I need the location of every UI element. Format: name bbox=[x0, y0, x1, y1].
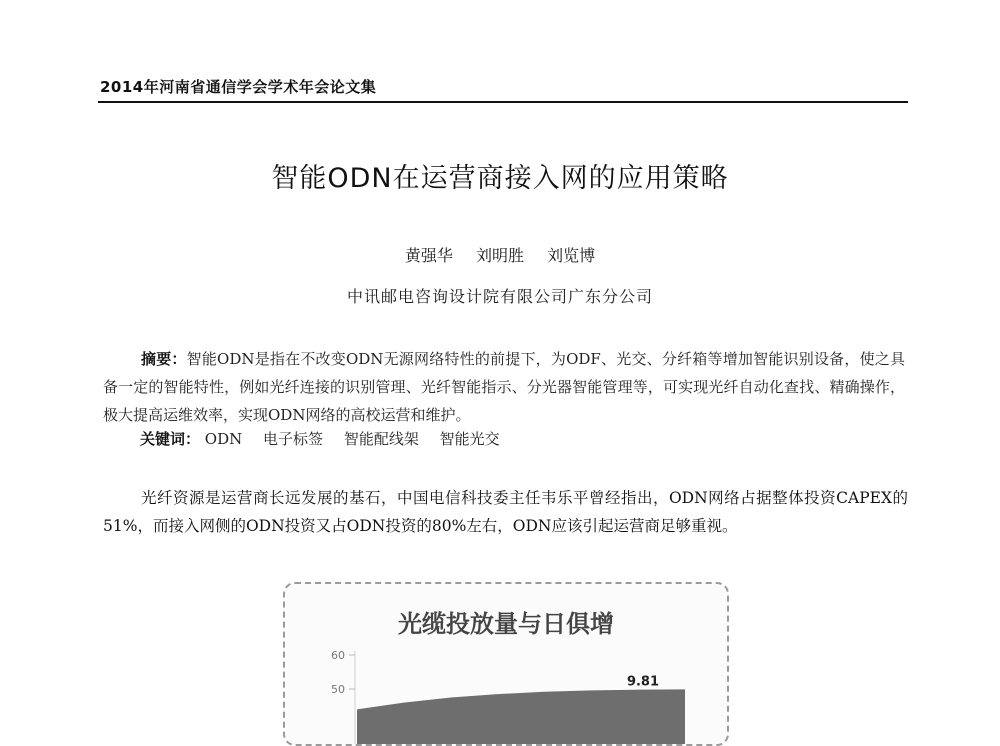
keyword: 智能配线架 bbox=[343, 430, 419, 448]
y-tick-label: 60 bbox=[331, 649, 345, 662]
abstract-text: 智能ODN是指在不改变ODN无源网络特性的前提下，为ODF、光交、分纤箱等增加智能识别设备，使之具备一定的智能特性，例如光纤连接的识别管理、光纤智能指示、分光器智能管理等，可实现光纤自动化查找、精确操作，极大提高运维效率，实现ODN网络的高校运营和维护。 bbox=[103, 350, 905, 424]
author-list bbox=[0, 243, 1000, 266]
body-paragraph: 光纤资源是运营商长远发展的基石，中国电信科技委主任韦乐平曾经指出，ODN网络占据整体投资CAPEX的51%，而接入网侧的ODN投资又占ODN投资的80%左右，ODN应该引起运营商足够重视。 bbox=[103, 489, 908, 535]
paper-title: 智能ODN在运营商接入网的应用策略 bbox=[271, 163, 729, 194]
keyword: 电子标签 bbox=[263, 430, 324, 448]
keyword: ODN bbox=[204, 430, 243, 448]
affiliation: 中讯邮电咨询设计院有限公司广东分公司 bbox=[346, 287, 653, 306]
running-head: 2014年河南省通信学会学术年会论文集 bbox=[100, 78, 377, 96]
chart-plot bbox=[285, 584, 727, 744]
y-tick-label: 50 bbox=[331, 683, 345, 696]
author-name: 刘览博 bbox=[547, 246, 596, 265]
figure-frame bbox=[283, 582, 729, 746]
abstract bbox=[103, 345, 905, 429]
author-name: 黄强华 bbox=[404, 246, 453, 265]
data-label: 9.81 bbox=[626, 674, 660, 690]
author-name: 刘明胜 bbox=[475, 246, 524, 265]
keywords-label: 关键词： bbox=[140, 430, 201, 448]
chart-title: 光缆投放量与日俱增 bbox=[398, 610, 614, 638]
keywords bbox=[140, 428, 516, 449]
area-series bbox=[357, 689, 685, 744]
header-rule bbox=[98, 101, 908, 103]
keyword: 智能光交 bbox=[439, 430, 500, 448]
abstract-label: 摘要： bbox=[141, 350, 187, 368]
